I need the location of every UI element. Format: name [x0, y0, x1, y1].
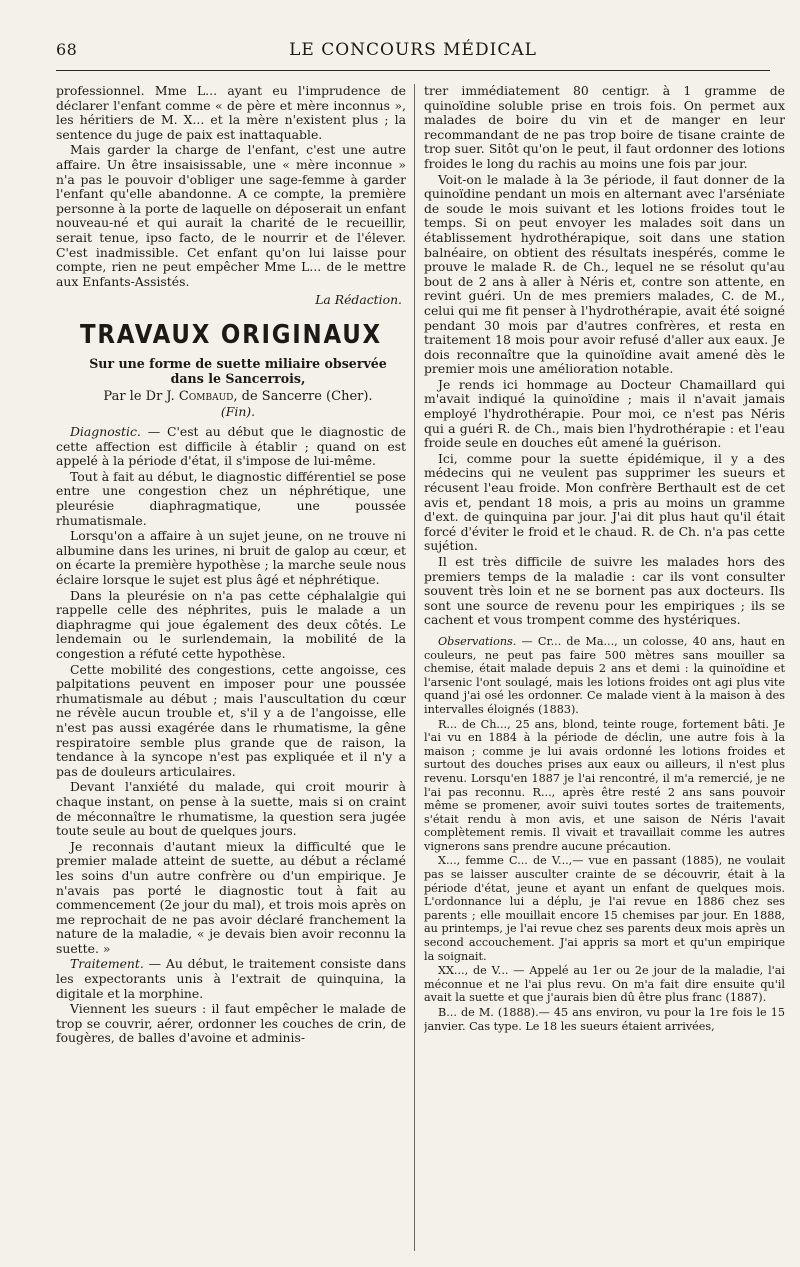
observation: XX..., de V... — Appelé au 1er ou 2e jour de la maladie, l'ai méconnue et ne l'ai plus revu. On m'a fait dire ensuite qu'il avait la suette et que j'aurais bien dû être plus franc (1887). [424, 964, 785, 1005]
page-header [56, 40, 770, 66]
continuation-note: (Fin). [220, 403, 256, 419]
article-title-line-2: dans le Sancerrois, [170, 370, 306, 386]
observations-heading: Observations. [438, 634, 517, 648]
observation [424, 635, 785, 717]
observation-text: — Cr... de Ma..., un colosse, 40 ans, haut en couleurs, ne peut pas faire 500 mètres sans mouiller sa chemise, était malade depuis 2 ans et demi : la quinoïdine et l'arsenic l'ont soulagé, mais les lotions froides ont agi plus vite quand j'ai osé les ordonner. Ce malade vient à la maison à des intervalles éloignés (1883). [424, 634, 785, 716]
paragraph: Viennent les sueurs : il faut empêcher le malade de trop se couvrir, aérer, ordonner les couches de crin, de fougères, de balles d'avoine et adminis- [56, 1001, 406, 1046]
paragraph: Voit-on le malade à la 3e période, il faut donner de la quinoïdine pendant un mois en alternant avec l'arséniate de soude le mois suivant et les lotions froides tout le temps. Si on peut envoyer les malades soit dans un établissement hydrothérapique, soit dans une station balnéaire, on obtient des résultats inespérés, comme le prouve le malade R. de Ch., lequel ne se résolut qu'au bout de 2 ans à aller à Néris et, contre son attente, en revint guéri. Un de mes premiers malades, C. de M., celui qui me fit penser à l'hydrothérapie, avait été soigné pendant 30 mois par d'autres confrères, et resta en traitement 18 mois pour avoir refusé d'aller aux eaux. Je dois reconnaître que la quinoïdine avait amené dès le premier mois une amélioration notable. [424, 171, 785, 377]
observation: R... de Ch..., 25 ans, blond, teinte rouge, fortement bâti. Je l'ai vu en 1884 à la période de déclin, une autre fois à la maison ; comme je lui avais ordonné les lotions froides et surtout des douches prises aux eaux ou ailleurs, il n'est plus revenu. Lorsqu'en 1887 je l'ai rencontré, il m'a remercié, je ne l'ai pas reconnu. R..., après être resté 2 ans sans pouvoir même se promener, avoir suivi toutes sortes de traitements, s'était rendu à mon avis, et une saison de Néris l'avait complètement remis. Il vivait et travaillait comme les autres vignerons sans prendre aucune précaution. [424, 717, 785, 853]
header-rule [56, 70, 770, 71]
byline-suffix: , de Sancerre (Cher). [233, 388, 373, 404]
paragraph: trer immédiatement 80 centigr. à 1 gramme de quinoïdine soluble prise en trois fois. On permet aux malades de boire du vin et de manger en leur recommandant de ne pas trop boire de tisane crainte de trop suer. Sitôt qu'on le peut, il faut ordonner des lotions froides le long du rachis au moins une fois par jour. [424, 84, 785, 171]
paragraph: Je reconnais d'autant mieux la difficulté que le premier malade atteint de suette, au début a réclamé les soins d'un autre confrère ou d'un empirique. Je n'avais pas porté le diagnostic tout à fait au commencement (2e jour du mal), et trois mois après on me reprochait de ne pas avoir déclaré franchement la nature de la maladie, « je devais bien avoir reconnu la suette. » [56, 838, 406, 956]
paragraph: Il est très difficile de suivre les malades hors des premiers temps de la maladie : car ils vont consulter souvent très loin et ne se bornent pas aux docteurs. Ils sont une source de revenu pour les empiriques ; ils se cachent et vous trompent comme des hystériques. [424, 554, 785, 628]
section-title: TRAVAUX ORIGINAUX [80, 319, 382, 350]
paragraph: Tout à fait au début, le diagnostic différentiel se pose entre une congestion chez un néphrétique, une pleurésie diaphragmatique, une poussée rhumatismale. [56, 468, 406, 528]
paragraph [56, 957, 406, 1001]
journal-title: LE CONCOURS MÉDICAL [289, 40, 537, 60]
traitement-heading: Traitement. [70, 956, 144, 972]
paragraph: Lorsqu'on a affaire à un sujet jeune, on ne trouve ni albumine dans les urines, ni bruit de galop au cœur, et on écarte la première hypothèse ; la marche seule nous éclaire lorsque le sujet est plus âgé et néphrétique. [56, 528, 406, 588]
paragraph-text: — C'est au début que le diagnostic de cette affection est difficile à établir ; quand on est appelé à la période d'état, il s'impose de lui-même. [56, 424, 406, 469]
left-column [56, 84, 406, 1251]
diagnostic-heading: Diagnostic. [70, 424, 141, 440]
paragraph: Dans la pleurésie on n'a pas cette céphalalgie qui rappelle celle des néphrites, puis le malade a un diaphragme qui joue également des deux côtés. Le lendemain ou le surlendemain, la mobilité de la congestion a réfuté cette hypothèse. [56, 587, 406, 661]
paragraph: Devant l'anxiété du malade, qui croit mourir à chaque instant, on pense à la suette, mais si on craint de méconnaître le rhumatisme, la question sera jugée toute seule au bout de quelques jours. [56, 779, 406, 839]
intro-paragraph: professionnel. Mme L... ayant eu l'imprudence de déclarer l'enfant comme « de père et mère inconnus », les héritiers de M. X... et la mère n'existent plus ; la sentence du juge de paix est inattaquable. [56, 84, 406, 142]
article-byline [56, 390, 406, 405]
paragraph: Cette mobilité des congestions, cette angoisse, ces palpitations peuvent en imposer pour une poussée rhumatismale au début ; mais l'auscultation du cœur ne révèle aucun trouble et, s'il y a de l'angoisse, elle n'est pas aussi exagérée dans le rhumatisme, la gêne respiratoire semble plus grande que de raison, la tendance à la syncope n'est pas expliquée et il n'y a pas de douleurs articulaires. [56, 661, 406, 779]
article-title-line-1: Sur une forme de suette miliaire observée [89, 355, 387, 371]
observation: B... de M. (1888).— 45 ans environ, vu pour la 1re fois le 15 janvier. Cas type. Le 18 les sueurs étaient arrivées, [424, 1006, 785, 1033]
paragraph-text: — Au début, le traitement consiste dans les expectorants unis à l'extrait de quinquina, la digitale et la morphine. [56, 956, 406, 1001]
observation: X..., femme C... de V...,— vue en passant (1885), ne voulait pas se laisser ausculter crainte de se découvrir, était à la période d'état, jeune et ayant un enfant de quelques mois. L'ordonnance lui a déplu, je l'ai revue en 1886 chez ses parents ; elle mouillait encore 15 chemises par jour. En 1888, au printemps, je l'ai revue chez ses parents deux mois après un second accouchement. J'ai appris sa mort et qu'un empirique la soignait. [424, 854, 785, 963]
byline-author: Combaud [178, 388, 234, 404]
editorial-signature: La Rédaction. [315, 292, 402, 308]
right-column [424, 84, 785, 1251]
intro-paragraph: Mais garder la charge de l'enfant, c'est une autre affaire. Un être insaisissable, une « mère inconnue » n'a pas le pouvoir d'obliger une sage-femme à garder l'enfant qu'elle abandonne. A ce compte, la première personne à la porte de laquelle on déposerait un enfant nouveau-né et qui aurait la charité de le recueillir, serait tenue, ipso facto, de le nourrir et de l'élever. C'est inadmissible. Cet enfant qu'on lui laisse pour compte, rien ne peut empêcher Mme L... de le mettre aux Enfants-Assistés. [56, 142, 406, 289]
paragraph: Ici, comme pour la suette épidémique, il y a des médecins qui ne veulent pas supprimer les sueurs et récusent l'eau froide. Mon confrère Berthault est de cet avis et, pendant 18 mois, a pris au moins un gramme d'ext. de quinquina par jour. J'ai dit plus haut qu'il était forcé d'éviter le froid et le chaud. R. de Ch. n'a pas cette sujétion. [424, 450, 785, 554]
page-number: 68 [56, 40, 78, 59]
paragraph: Je rends ici hommage au Docteur Chamaillard qui m'avait indiqué la quinoïdine ; mais il n'avait jamais employé l'hydrothérapie. Pour moi, ce n'est pas Néris qui a guéri R. de Ch., mais bien l'hydrothérapie : et l'eau froide seule en douches eût amené la guérison. [424, 376, 785, 451]
column-divider [414, 84, 415, 1251]
byline-prefix: Par le Dr J. [103, 388, 175, 404]
paragraph [56, 425, 406, 469]
